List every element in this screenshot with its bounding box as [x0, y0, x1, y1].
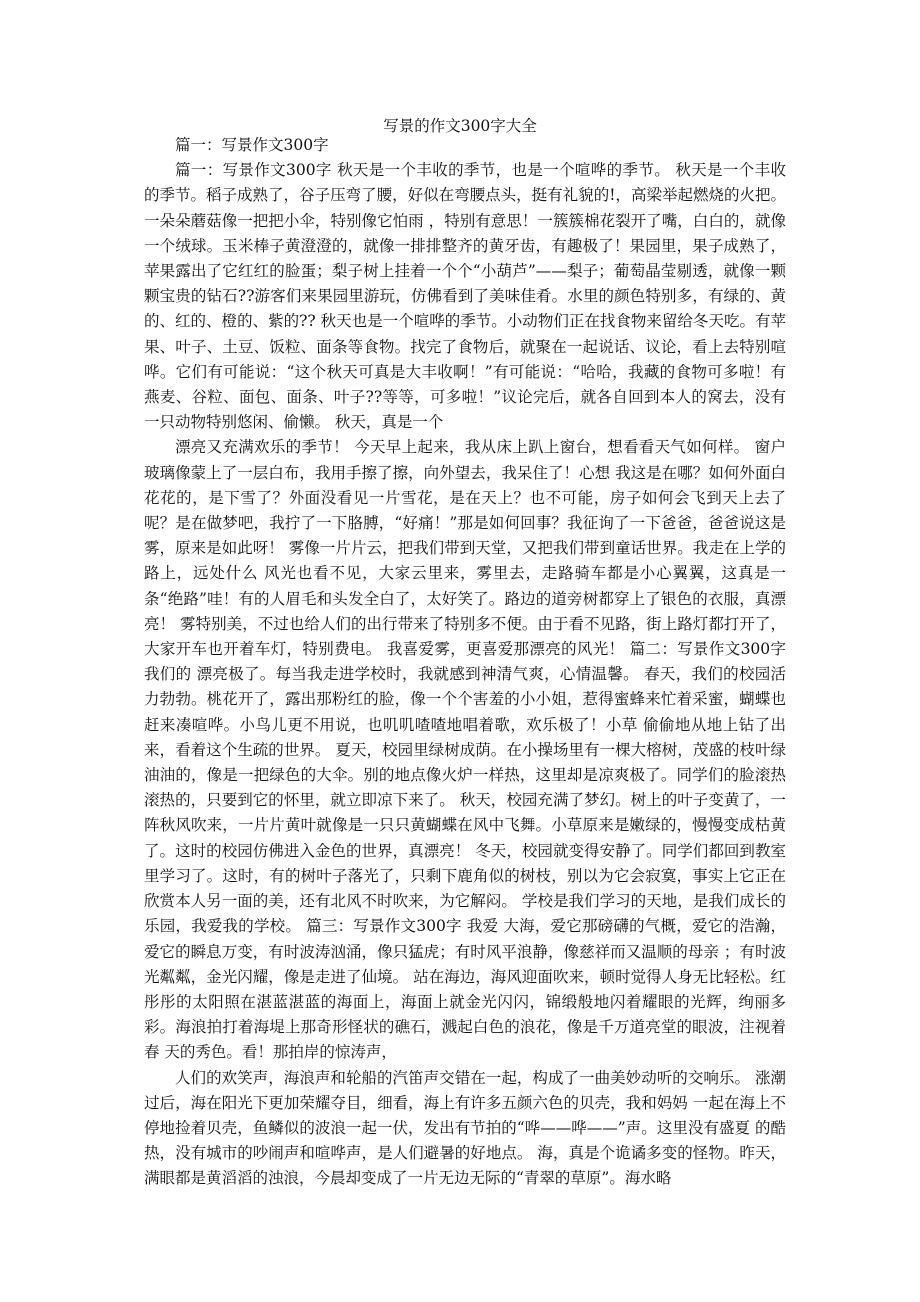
paragraph-3-fog-school-sea: 漂亮又充满欢乐的季节！ 今天早上起来，我从床上趴上窗台，想看看天气如何样。 窗户玻璃像蒙上了一层白布，我用手擦了擦，向外望去，我呆住了！心想 我这是在哪？如何外面白花花的，是下雪了？外面没看见一片雪花，是在天上？也不可能，房子如何会飞到天上去了呢？是在做梦吧，我拧了一下胳膊，“好痛！”那是如何回事？我征询了一下爸爸，爸爸说这是雾，原来是如此呀！ 雾像一片片云，把我们带到天堂，又把我们带到童话世界。我走在上学的路上，远处什么 风光也看不见，大家云里来，雾里去，走路骑车都是小心翼翼，这真是一条“绝路”哇！有的人眉毛和头发全白了，太好笑了。路边的道旁树都穿上了银色的衣服，真漂亮！ 雾特别美，不过也给人们的出行带来了特别多不便。由于看不见路，街上路灯都打开了，大家开车也开着车灯，特别费电。 我喜爱雾，更喜爱那漂亮的风光！ 篇二：写景作文300字 我们的 漂亮极了。每当我走进学校时，我就感到神清气爽，心情温馨。 春天，我们的校园活力勃勃。桃花开了，露出那粉红的脸，像一个个害羞的小小姐，惹得蜜蜂来忙着采蜜，蝴蝶也赶来凑喧哗。小鸟儿更不用说，也叽叽喳喳地唱着歌，欢乐极了！小草 偷偷地从地上钻了出来，看着这个生疏的世界。 夏天，校园里绿树成荫。在小操场里有一棵大榕树，茂盛的枝叶绿油油的，像是一把绿色的大伞。别的地点像火炉一样热，这里却是凉爽极了。同学们的脸滚热滚热的，只要到它的怀里，就立即凉下来了。 秋天，校园充满了梦幻。树上的叶子变黄了，一阵秋风吹来，一片片黄叶就像是一只只黄蝴蝶在风中飞舞。小草原来是嫩绿的，慢慢变成枯黄了。这时的校园仿佛进入金色的世界，真漂亮！ 冬天，校园就变得安静了。同学们都回到教室 里学习了。这时，有的树叶子落光了，只剩下鹿角似的树枝，别以为它会寂寞，事实上它正在欣赏本人另一面的美，还有北风不时吹来，为它解闷。 学校是我们学习的天地，是我们成长的乐园，我爱我的学校。 篇三：写景作文300字 我爱 大海，爱它那磅礴的气概，爱它的浩瀚，爱它的瞬息万变，有时波涛汹涌，像只猛虎；有时风平浪静，像慈祥而又温顺的母亲 ；有时波光粼粼，金光闪耀，像是走进了仙境。 站在海边，海风迎面吹来，顿时觉得人身无比轻松。红彤彤的太阳照在湛蓝湛蓝的海面上，海面上就金光闪闪，锦缎般地闪着耀眼的光辉，绚丽多彩。海浪拍打着海堤上那奇形怪状的礁石，溅起白色的浪花，像是千万道亮堂的眼波，注视着春 天的秀色。看！那拍岸的惊涛声，: [144, 438, 786, 1062]
document-body: [144, 133, 786, 1192]
paragraph-1-heading: 篇一：写景作文300字: [175, 136, 329, 154]
document-title: 写景的作文300字大全: [383, 117, 537, 135]
paragraph-4-sea: 人们的欢笑声，海浪声和轮船的汽笛声交错在一起，构成了一曲美妙动听的交响乐。 涨潮过后，海在阳光下更加荣耀夺目，细看，海上有许多五颜六色的贝壳，我和妈妈 一起在海上不停地捡着贝壳，鱼鳞似的波浪一起一伏，发出有节拍的“哗——哗——”声。这里没有盛夏 的酷热，没有城市的吵闹声和喧哗声，是人们避暑的好地点。 海，真是个诡谲多变的怪物。昨天，满眼都是黄滔滔的浊浪，今晨却变成了一片无边无际的“青翠的草原”。海水略: [144, 1068, 786, 1188]
paragraph-2-autumn: 篇一：写景作文300字 秋天是一个丰收的季节，也是一个喧哗的季节。 秋天是一个丰收的季节。稻子成熟了，谷子压弯了腰，好似在弯腰点头，挺有礼貌的!，高梁举起燃烧的火把。一朵朵蘑菇像一把把小伞，特别像它怕雨 ，特别有意思！一簇簇棉花裂开了嘴，白白的，就像一个绒球。玉米棒子黄澄澄的，就像一排排整齐的黄牙齿，有趣极了！果园里，果子成熟了，苹果露出了它红红的脸蛋；梨子树上挂着一个个“小葫芦”——梨子；葡萄晶莹剔透，就像一颗颗宝贵的钻石??游客们来果园里游玩，仿佛看到了美味佳肴。水里的颜色特别多，有绿的、黄的、红的、橙的、紫的?? 秋天也是一个喧哗的季节。小动物们正在找食物来留给冬天吃。有苹果、叶子、土豆、饭粒、面条等食物。找完了食物后，就聚在一起说话、议论，看上去特别喧哗。它们有可能说：“这个秋天可真是大丰收啊！”有可能说：“哈哈，我藏的食物可多啦！有燕麦、谷粒、面包、面条、叶子??等等，可多啦！”议论完后，就各自回到本人的窝去，没有一只动物特别悠闲、偷懒。 秋天，真是一个: [144, 161, 786, 432]
